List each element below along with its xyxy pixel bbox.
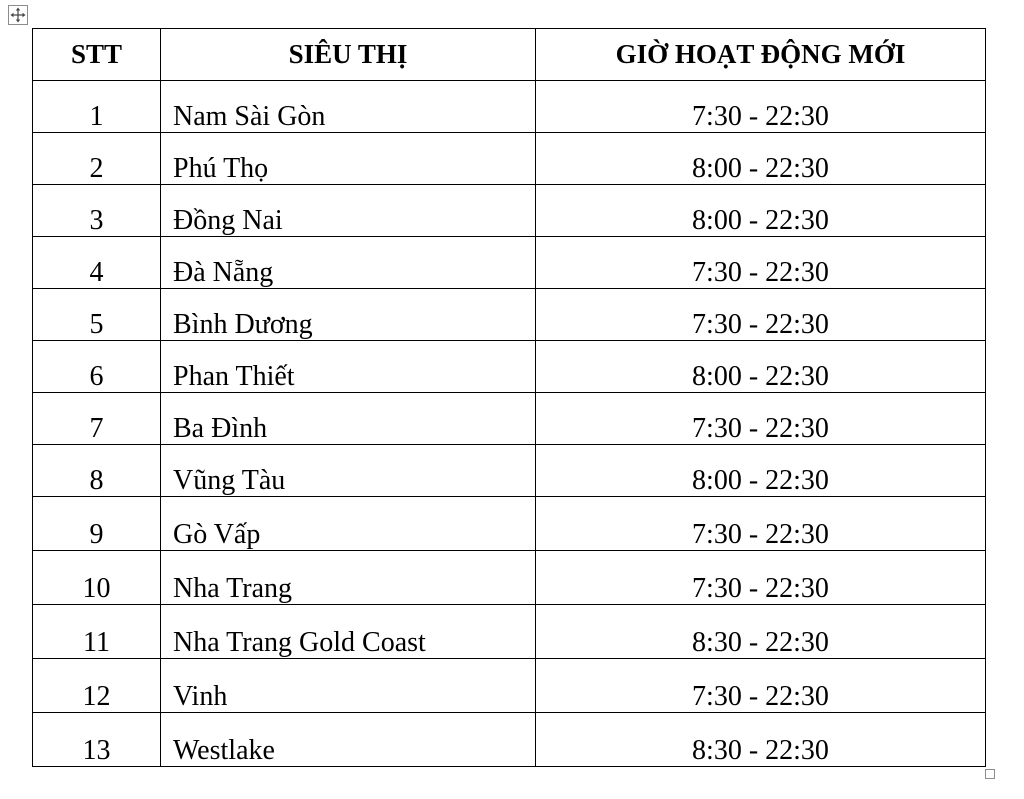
row-store-name: Phan Thiết bbox=[161, 341, 536, 393]
table-resize-handle-icon[interactable] bbox=[985, 769, 995, 779]
row-hours: 8:00 - 22:30 bbox=[536, 185, 986, 237]
row-stt: 8 bbox=[33, 445, 161, 497]
table-row bbox=[33, 289, 986, 341]
four-way-arrow-icon bbox=[9, 6, 27, 24]
row-hours: 8:00 - 22:30 bbox=[536, 341, 986, 393]
table-row bbox=[33, 393, 986, 445]
row-store-name: Đồng Nai bbox=[161, 185, 536, 237]
row-store-name: Gò Vấp bbox=[161, 497, 536, 551]
row-store-name: Vinh bbox=[161, 659, 536, 713]
row-hours: 8:30 - 22:30 bbox=[536, 713, 986, 767]
row-stt: 13 bbox=[33, 713, 161, 767]
table-row bbox=[33, 497, 986, 551]
table-row bbox=[33, 237, 986, 289]
table-row bbox=[33, 185, 986, 237]
row-stt: 7 bbox=[33, 393, 161, 445]
row-hours: 8:00 - 22:30 bbox=[536, 445, 986, 497]
table-header-row bbox=[33, 29, 986, 81]
row-store-name: Bình Dương bbox=[161, 289, 536, 341]
row-stt: 11 bbox=[33, 605, 161, 659]
row-hours: 7:30 - 22:30 bbox=[536, 551, 986, 605]
row-store-name: Đà Nẵng bbox=[161, 237, 536, 289]
table-row bbox=[33, 445, 986, 497]
row-hours: 7:30 - 22:30 bbox=[536, 81, 986, 133]
row-hours: 7:30 - 22:30 bbox=[536, 497, 986, 551]
row-stt: 9 bbox=[33, 497, 161, 551]
table-row bbox=[33, 713, 986, 767]
row-store-name: Ba Đình bbox=[161, 393, 536, 445]
row-stt: 3 bbox=[33, 185, 161, 237]
table-row bbox=[33, 341, 986, 393]
row-hours: 7:30 - 22:30 bbox=[536, 237, 986, 289]
row-stt: 10 bbox=[33, 551, 161, 605]
row-stt: 1 bbox=[33, 81, 161, 133]
table-row bbox=[33, 81, 986, 133]
table-move-handle-icon[interactable] bbox=[8, 5, 28, 25]
table-row bbox=[33, 605, 986, 659]
row-hours: 7:30 - 22:30 bbox=[536, 289, 986, 341]
row-store-name: Vũng Tàu bbox=[161, 445, 536, 497]
header-hours: GIỜ HOẠT ĐỘNG MỚI bbox=[536, 29, 986, 81]
row-stt: 4 bbox=[33, 237, 161, 289]
row-stt: 12 bbox=[33, 659, 161, 713]
row-stt: 2 bbox=[33, 133, 161, 185]
row-stt: 6 bbox=[33, 341, 161, 393]
row-hours: 8:00 - 22:30 bbox=[536, 133, 986, 185]
table-row bbox=[33, 659, 986, 713]
row-stt: 5 bbox=[33, 289, 161, 341]
header-store: SIÊU THỊ bbox=[161, 29, 536, 81]
row-store-name: Nha Trang bbox=[161, 551, 536, 605]
table-row bbox=[33, 133, 986, 185]
row-store-name: Phú Thọ bbox=[161, 133, 536, 185]
row-store-name: Nha Trang Gold Coast bbox=[161, 605, 536, 659]
row-store-name: Westlake bbox=[161, 713, 536, 767]
row-store-name: Nam Sài Gòn bbox=[161, 81, 536, 133]
row-hours: 7:30 - 22:30 bbox=[536, 659, 986, 713]
store-hours-table bbox=[32, 28, 986, 767]
header-stt: STT bbox=[33, 29, 161, 81]
row-hours: 7:30 - 22:30 bbox=[536, 393, 986, 445]
row-hours: 8:30 - 22:30 bbox=[536, 605, 986, 659]
table-row bbox=[33, 551, 986, 605]
